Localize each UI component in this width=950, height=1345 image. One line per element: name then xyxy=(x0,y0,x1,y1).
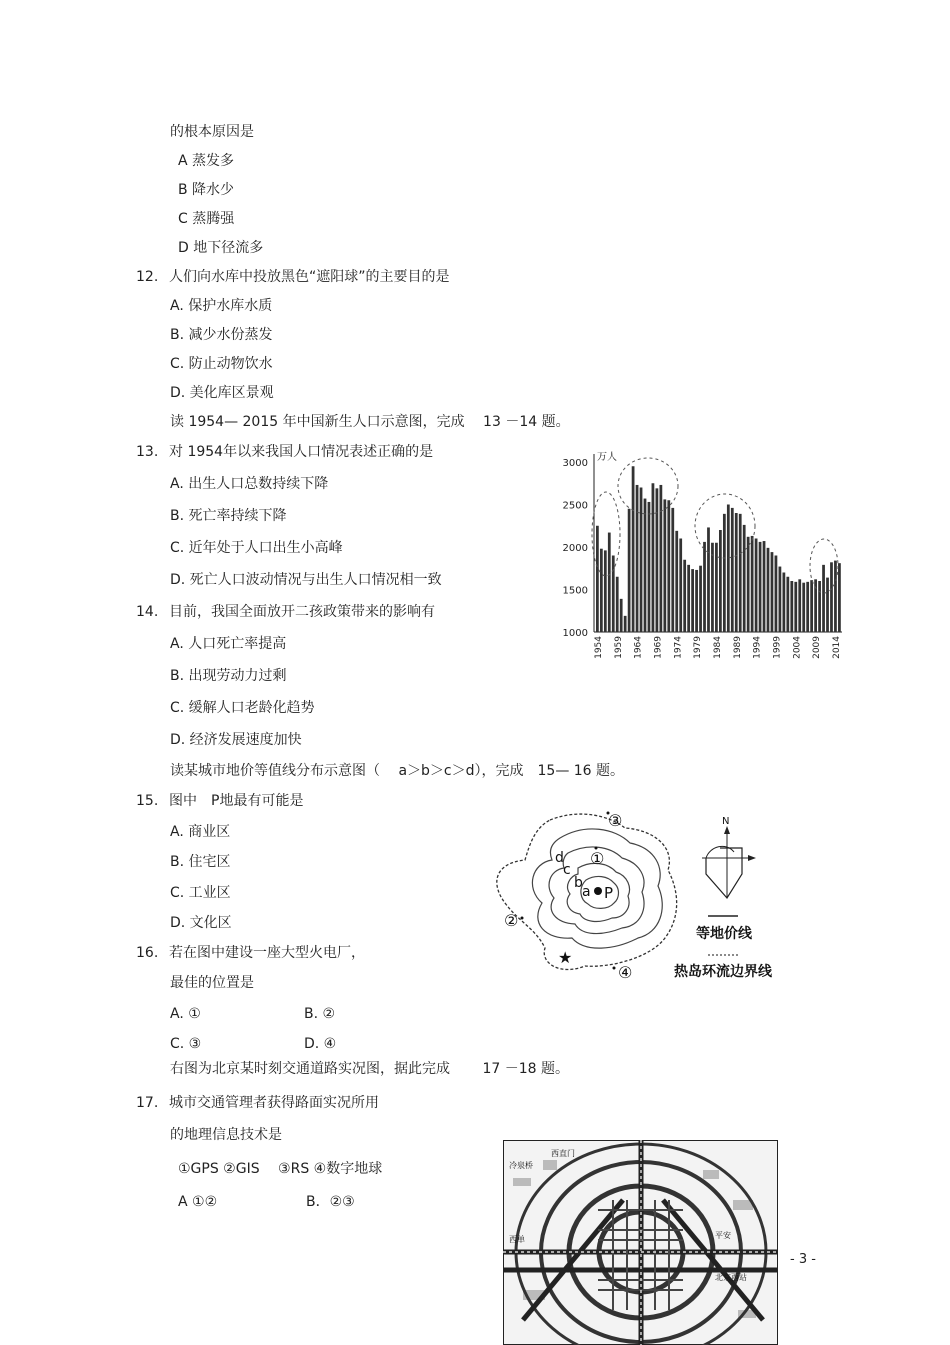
bar xyxy=(727,505,730,633)
bar xyxy=(818,581,821,632)
bar xyxy=(667,500,670,632)
q15-option-c: C. 工业区 xyxy=(170,885,231,901)
bar xyxy=(699,566,702,632)
q16-option-a: A. ① xyxy=(170,1006,201,1022)
x-tick-label: 1974 xyxy=(673,636,684,659)
bar xyxy=(771,552,774,632)
label-beijingxizhan: 北京西站 xyxy=(715,1273,747,1282)
x-tick-label: 1969 xyxy=(653,636,664,659)
q15-option-d: D. 文化区 xyxy=(170,915,232,931)
q16-option-d: D. ④ xyxy=(304,1036,337,1052)
intro-17-18: 右图为北京某时刻交通道路实况图，据此完成 17 －18 题。 xyxy=(170,1061,569,1077)
q15-option-b: B. 住宅区 xyxy=(170,854,231,870)
x-tick-label: 1999 xyxy=(772,636,783,659)
x-tick-label: 1979 xyxy=(693,636,704,659)
bar xyxy=(755,539,758,633)
bar xyxy=(790,581,793,632)
x-tick-label: 2014 xyxy=(832,636,843,659)
bar xyxy=(782,573,785,633)
q15-number: 15. xyxy=(136,793,159,809)
q12-option-b: B. 减少水份蒸发 xyxy=(170,327,273,343)
bar xyxy=(786,577,789,632)
q14-option-a: A. 人口死亡率提高 xyxy=(170,636,287,652)
bar xyxy=(707,527,710,632)
q14-number: 14. xyxy=(136,604,159,620)
label-pingan: 平安 xyxy=(715,1231,731,1240)
x-tick-label: 2004 xyxy=(792,636,803,659)
intro-15-16: 读某城市地价等值线分布示意图（ a＞b＞c＞d），完成 15— 16 题。 xyxy=(170,763,625,779)
q13-option-d: D. 死亡人口波动情况与出生人口情况相一致 xyxy=(170,572,442,588)
bar xyxy=(747,537,750,632)
y-tick-label: 2000 xyxy=(562,543,588,554)
land-price-map xyxy=(490,808,790,983)
bar xyxy=(735,513,738,632)
q17-option-a: A ①② xyxy=(178,1194,218,1210)
bar xyxy=(608,533,611,632)
q11-option-d: D 地下径流多 xyxy=(178,240,264,256)
q17-items: ①GPS ②GIS ③RS ④数字地球 xyxy=(178,1161,383,1177)
star-icon: ★ xyxy=(558,948,573,967)
bar xyxy=(751,536,754,632)
q12-option-a: A. 保护水库水质 xyxy=(170,298,273,314)
y-tick-label: 1000 xyxy=(562,628,588,639)
bar xyxy=(810,580,813,632)
bar xyxy=(775,556,778,633)
label-c: c xyxy=(563,862,571,878)
q12-option-c: C. 防止动物饮水 xyxy=(170,356,273,372)
bar xyxy=(675,531,678,632)
bar xyxy=(683,560,686,632)
label-circle-4: ④ xyxy=(618,963,633,982)
bar xyxy=(644,499,647,632)
bar xyxy=(731,508,734,632)
x-tick-label: 1994 xyxy=(752,636,763,659)
bar xyxy=(838,563,841,632)
q12-stem: 人们向水库中投放黑色“遮阳球”的主要目的是 xyxy=(169,269,450,285)
label-circle-2: ② xyxy=(504,911,519,930)
intro-13-14: 读 1954— 2015 年中国新生人口示意图，完成 13 －14 题。 xyxy=(170,414,570,430)
birth-population-chart xyxy=(548,448,848,678)
bar xyxy=(779,567,782,632)
y-tick-label: 3000 xyxy=(562,458,588,469)
bar xyxy=(695,570,698,632)
bar xyxy=(711,543,714,632)
label-xizhimen: 西直门 xyxy=(551,1149,575,1158)
bar xyxy=(612,556,615,633)
x-tick-label: 1959 xyxy=(613,636,624,659)
label-a: a xyxy=(582,884,591,900)
legend-isoline-label: 等地价线 xyxy=(696,926,752,942)
x-tick-label: 1964 xyxy=(633,636,644,659)
label-xidan: 西单 xyxy=(509,1235,525,1244)
q13-option-a: A. 出生人口总数持续下降 xyxy=(170,476,329,492)
q14-stem: 目前，我国全面放开二孩政策带来的影响有 xyxy=(169,604,435,620)
q13-stem: 对 1954年以来我国人口情况表述正确的是 xyxy=(169,444,434,460)
bar xyxy=(663,499,666,632)
bar xyxy=(659,485,662,632)
bar xyxy=(632,466,635,632)
q14-option-d: D. 经济发展速度加快 xyxy=(170,732,302,748)
q14-option-b: B. 出现劳动力过剩 xyxy=(170,668,287,684)
q15-stem: 图中 P地最有可能是 xyxy=(169,793,304,809)
bar xyxy=(596,526,599,632)
bar xyxy=(798,579,801,632)
q17-stem-2: 的地理信息技术是 xyxy=(170,1127,282,1143)
bar xyxy=(834,561,837,632)
q11-option-c: C 蒸腾强 xyxy=(178,211,235,227)
bar xyxy=(620,599,623,632)
label-circle-1: ① xyxy=(590,849,605,868)
bar xyxy=(640,488,643,633)
y-tick-label: 1500 xyxy=(562,585,588,597)
bar xyxy=(616,577,619,632)
bar xyxy=(671,508,674,632)
x-tick-label: 1954 xyxy=(593,636,604,659)
north-arrow-icon xyxy=(702,816,756,898)
point-p-marker xyxy=(594,887,602,895)
bar xyxy=(624,616,627,632)
y-axis-label: 万人 xyxy=(597,452,617,463)
legend-boundary-label: 热岛环流边界线 xyxy=(674,964,772,980)
bar xyxy=(656,488,659,632)
site-marker-2 xyxy=(521,917,524,920)
bar xyxy=(830,562,833,632)
bar xyxy=(648,502,651,632)
x-tick-label: 1984 xyxy=(713,636,724,659)
bar xyxy=(628,509,631,632)
site-marker-4 xyxy=(613,967,616,970)
bar xyxy=(759,542,762,632)
beijing-traffic-map xyxy=(503,1140,778,1345)
bar xyxy=(743,525,746,632)
bar xyxy=(652,483,655,632)
page-number: - 3 - xyxy=(790,1252,816,1267)
bar xyxy=(806,582,809,632)
q17-number: 17. xyxy=(136,1095,159,1111)
q16-stem: 若在图中建设一座大型火电厂， xyxy=(169,945,365,961)
q14-option-c: C. 缓解人口老龄化趋势 xyxy=(170,700,315,716)
bar xyxy=(679,539,682,633)
q11-option-a: A 蒸发多 xyxy=(178,153,235,169)
bar xyxy=(636,485,639,632)
q12-number: 12. xyxy=(136,269,159,285)
north-label: N xyxy=(722,816,730,827)
bar xyxy=(600,549,603,632)
bar xyxy=(703,542,706,632)
label-b: b xyxy=(574,875,583,891)
q17-stem: 城市交通管理者获得路面实况所用 xyxy=(169,1095,379,1111)
label-d: d xyxy=(555,850,564,866)
q11-option-b: B 降水少 xyxy=(178,182,235,198)
bar xyxy=(723,514,726,632)
q16-number: 16. xyxy=(136,945,159,961)
q15-option-a: A. 商业区 xyxy=(170,824,231,840)
bar xyxy=(719,530,722,632)
label-lengquanqiao: 冷泉桥 xyxy=(509,1161,533,1170)
bar xyxy=(794,582,797,632)
q17-option-b: B．②③ xyxy=(306,1194,355,1210)
q13-option-c: C. 近年处于人口出生小高峰 xyxy=(170,540,343,556)
bar xyxy=(715,543,718,632)
q16-option-b: B. ② xyxy=(304,1006,336,1022)
label-p: P xyxy=(604,884,614,902)
bar xyxy=(604,550,607,632)
x-tick-label: 1989 xyxy=(732,636,743,659)
bar xyxy=(767,548,770,632)
bar xyxy=(687,565,690,632)
bar xyxy=(822,565,825,632)
q12-option-d: D. 美化库区景观 xyxy=(170,385,274,401)
bar xyxy=(739,514,742,632)
bar xyxy=(691,569,694,632)
label-circle-3: ③ xyxy=(608,811,623,830)
q13-option-b: B. 死亡率持续下降 xyxy=(170,508,287,524)
q11-stem-tail: 的根本原因是 xyxy=(170,124,254,140)
q13-number: 13. xyxy=(136,444,159,460)
q16-stem-2: 最佳的位置是 xyxy=(170,975,254,991)
q16-option-c: C. ③ xyxy=(170,1036,202,1052)
bar xyxy=(826,578,829,632)
x-tick-label: 2009 xyxy=(812,636,823,659)
bar xyxy=(763,541,766,632)
y-tick-label: 2500 xyxy=(562,500,588,512)
bar xyxy=(802,583,805,632)
